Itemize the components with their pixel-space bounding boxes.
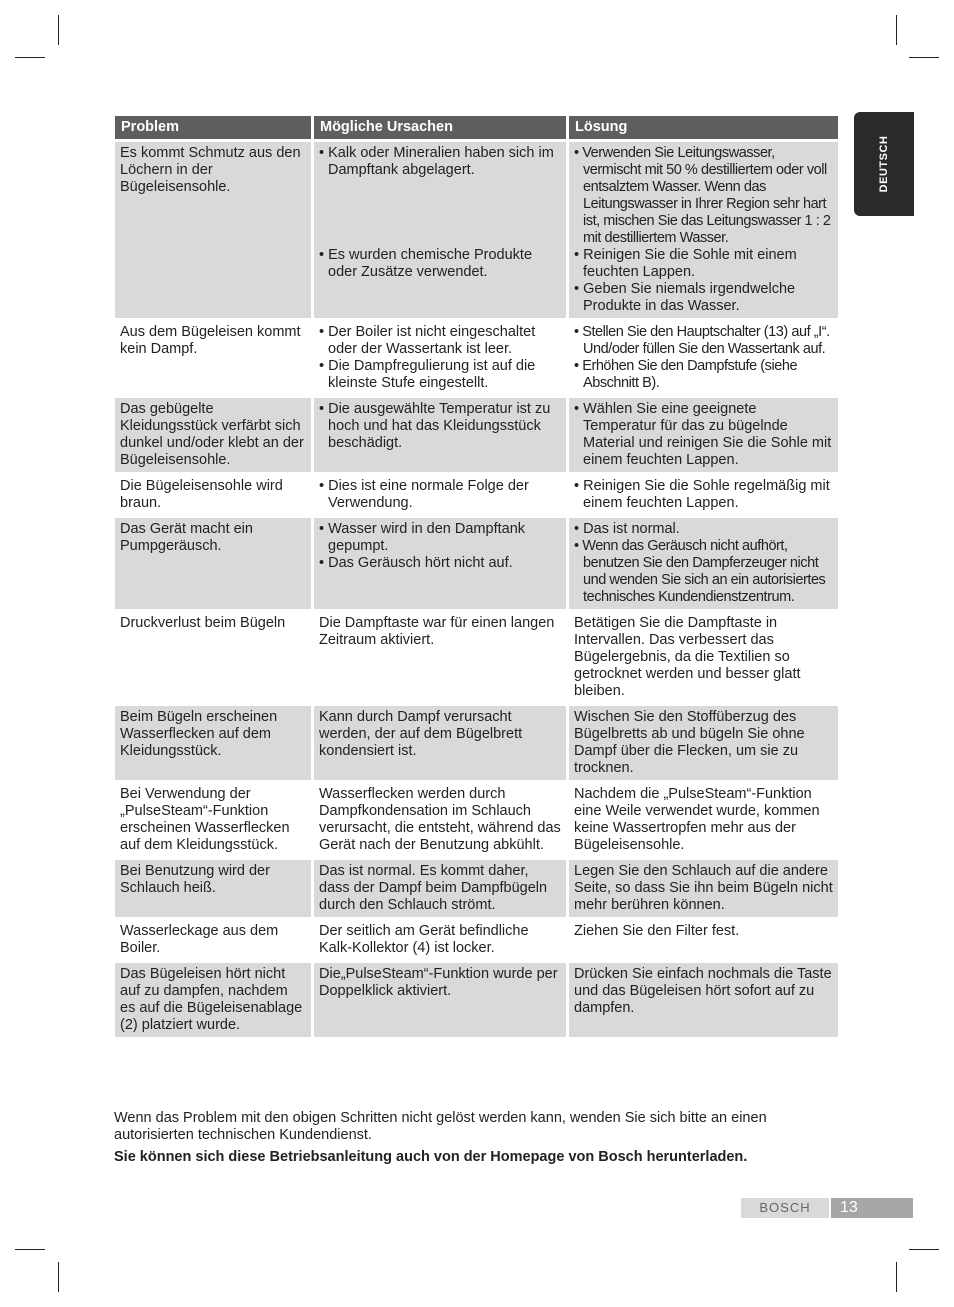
table-row	[115, 612, 838, 703]
crop-mark	[58, 1262, 59, 1292]
download-note: Sie können sich diese Betriebsanleitung auch von der Homepage von Bosch herunterladen.	[114, 1149, 748, 1165]
causes-cell	[314, 518, 566, 609]
cause-item: • Kalk oder Mineralien haben sich im Dampftank abgelagert.	[319, 145, 554, 178]
solution-cell: Betätigen Sie die Dampftaste in Intervallen. Das verbessert das Bügelergebnis, da die Textilien so getrocknet werden und besser glatt bleiben.	[574, 615, 801, 699]
table-row	[115, 920, 838, 960]
causes-cell: Kann durch Dampf verursacht werden, der auf dem Bügelbrett kondensiert ist.	[314, 706, 566, 780]
cause-item: • Das Geräusch hört nicht auf.	[319, 555, 513, 571]
problem-cell: Aus dem Bügeleisen kommt kein Dampf.	[120, 324, 301, 357]
table-row	[115, 142, 838, 318]
crop-mark	[58, 15, 59, 45]
crop-mark	[896, 15, 897, 45]
table-row	[115, 860, 838, 917]
causes-cell: Die Dampftaste war für einen langen Zeitraum aktiviert.	[319, 615, 555, 648]
causes-cell: Das ist normal. Es kommt daher, dass der Dampf beim Dampfbügeln durch den Schlauch strömt.	[314, 860, 566, 917]
problem-cell: Wasserleckage aus dem Boiler.	[120, 923, 279, 956]
table-row	[115, 963, 838, 1037]
table-row	[115, 321, 838, 395]
crop-mark	[909, 1249, 939, 1250]
problem-cell: Bei Verwendung der „PulseSteam“-Funktion erscheinen Wasserflecken auf dem Kleidungsstück.	[120, 786, 290, 853]
brand-label: BOSCH	[741, 1198, 829, 1218]
page-number: 13	[831, 1198, 913, 1218]
troubleshooting-table	[112, 113, 841, 1040]
table-row	[115, 706, 838, 780]
solution-cell: Ziehen Sie den Filter fest.	[574, 923, 740, 939]
crop-mark	[15, 57, 45, 58]
problem-cell: Beim Bügeln erscheinen Wasserflecken auf dem Kleidungsstück.	[115, 706, 311, 780]
causes-cell: Die„PulseSteam“-Funktion wurde per Doppelklick aktiviert.	[314, 963, 566, 1037]
language-tab	[854, 112, 914, 216]
solution-item: • Stellen Sie den Hauptschalter (13) auf „I“. Und/oder füllen Sie den Wassertank auf.	[574, 324, 830, 357]
solution-item: • Reinigen Sie die Sohle regelmäßig mit einem feuchten Lappen.	[574, 478, 830, 511]
problem-cell: Druckverlust beim Bügeln	[120, 615, 286, 631]
table-header-row	[115, 116, 838, 139]
crop-mark	[896, 1262, 897, 1292]
solution-cell	[569, 398, 838, 472]
cause-item: • Der Boiler ist nicht eingeschaltet oder der Wassertank ist leer.	[319, 324, 536, 357]
solution-item: • Das ist normal.	[574, 521, 680, 537]
causes-cell	[314, 475, 566, 515]
cause-item: • Die ausgewählte Temperatur ist zu hoch und hat das Kleidungsstück beschädigt.	[319, 401, 551, 451]
cause-item: • Dies ist eine normale Folge der Verwendung.	[319, 478, 529, 511]
header-solution: Lösung	[569, 116, 838, 139]
solution-cell: Wischen Sie den Stoffüberzug des Bügelbretts ab und bügeln Sie ohne Dampf über die Flecken, um sie zu trocknen.	[569, 706, 838, 780]
causes-cell: Der seitlich am Gerät befindliche Kalk-Kollektor (4) ist locker.	[319, 923, 529, 956]
problem-cell: Es kommt Schmutz aus den Löchern in der Bügeleisensohle.	[115, 142, 311, 318]
language-tab-label: DEUTSCH	[878, 135, 890, 193]
header-causes: Mögliche Ursachen	[314, 116, 566, 139]
problem-cell: Das Bügeleisen hört nicht auf zu dampfen, nachdem es auf die Bügeleisenablage (2) platziert wurde.	[115, 963, 311, 1037]
solution-item: • Wählen Sie eine geeignete Temperatur für das zu bügelnde Material und reinigen Sie die Sohle mit einem feuchten Lappen.	[574, 401, 832, 468]
solution-cell: Legen Sie den Schlauch auf die andere Seite, so dass Sie ihn beim Bügeln nicht mehr berühren können.	[569, 860, 838, 917]
solution-cell: Drücken Sie einfach nochmals die Taste und das Bügeleisen hört sofort auf zu dampfen.	[569, 963, 838, 1037]
causes-cell	[314, 142, 566, 318]
causes-cell	[314, 321, 566, 395]
table-row	[115, 398, 838, 472]
cause-item: • Wasser wird in den Dampftank gepumpt.	[319, 521, 526, 554]
footer-notes	[114, 1110, 844, 1166]
problem-cell: Das gebügelte Kleidungsstück verfärbt sich dunkel und/oder klebt an der Bügeleisensohle.	[115, 398, 311, 472]
causes-cell	[314, 398, 566, 472]
solution-cell	[569, 142, 838, 318]
solution-item: • Verwenden Sie Leitungswasser, vermischt mit 50 % destilliertem oder voll entsalztem Wasser. Wenn das Leitungswasser in Ihrer Region sehr hart ist, mischen Sie das Leitungswasser 1 : 2 mit destilliertem Wasser.	[574, 145, 831, 246]
table-row	[115, 475, 838, 515]
table-row	[115, 783, 838, 857]
support-note: Wenn das Problem mit den obigen Schritten nicht gelöst werden kann, wenden Sie sich bitte an einen autorisierten technischen Kundendienst.	[114, 1110, 767, 1143]
solution-item: • Geben Sie niemals irgendwelche Produkte in das Wasser.	[574, 281, 796, 314]
solution-cell: Nachdem die „PulseSteam“-Funktion eine Weile verwendet wurde, kommen keine Wassertropfen mehr aus der Bügeleisensohle.	[574, 786, 820, 853]
crop-mark	[15, 1249, 45, 1250]
solution-cell	[569, 518, 838, 609]
solution-item: • Wenn das Geräusch nicht aufhört, benutzen Sie den Dampferzeuger nicht und wenden Sie sich an ein autorisiertes technisches Kundendienstzentrum.	[574, 538, 826, 605]
table-row	[115, 518, 838, 609]
cause-item: • Die Dampfregulierung ist auf die kleinste Stufe eingestellt.	[319, 358, 536, 391]
solution-item: • Reinigen Sie die Sohle mit einem feuchten Lappen.	[574, 247, 797, 280]
cause-item: • Es wurden chemische Produkte oder Zusätze verwendet.	[319, 247, 533, 280]
problem-cell: Das Gerät macht ein Pumpgeräusch.	[115, 518, 311, 609]
crop-mark	[909, 57, 939, 58]
solution-cell	[569, 321, 838, 395]
causes-cell: Wasserflecken werden durch Dampfkondensation im Schlauch verursacht, die entsteht, während das Gerät nach der Benutzung abkühlt.	[319, 786, 561, 853]
header-problem: Problem	[115, 116, 311, 139]
solution-cell	[569, 475, 838, 515]
problem-cell: Bei Benutzung wird der Schlauch heiß.	[115, 860, 311, 917]
solution-item: • Erhöhen Sie den Dampfstufe (siehe Abschnitt B).	[574, 358, 798, 391]
problem-cell: Die Bügeleisensohle wird braun.	[120, 478, 283, 511]
